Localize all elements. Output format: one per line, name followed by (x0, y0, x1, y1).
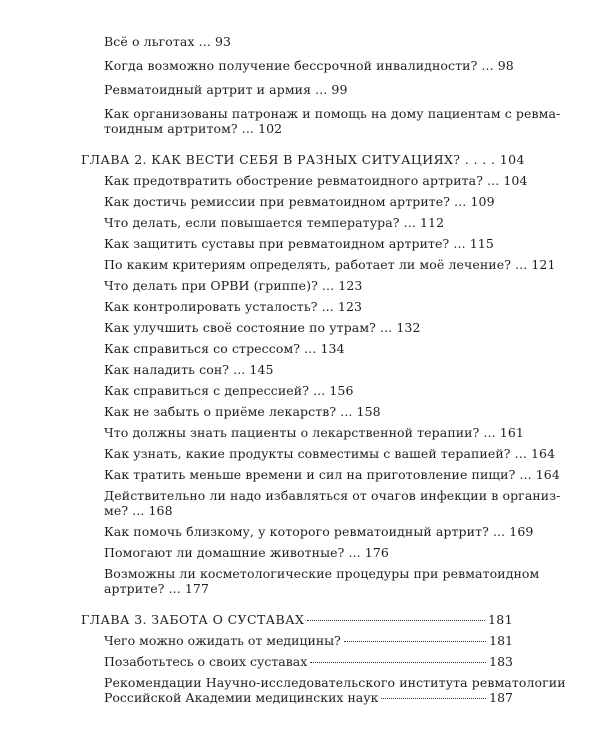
toc-entry-text: Чего можно ожидать от медицины? (104, 633, 341, 648)
dot-leader (310, 662, 486, 663)
toc-entry: Как защитить суставы при ревматоидном артрите? ... 115 (104, 236, 494, 251)
toc-entry-page: 187 (489, 690, 513, 705)
toc-entry: Как справиться со стрессом? ... 134 (104, 341, 345, 356)
chapter-3-page: 181 (487, 612, 513, 627)
toc-entry: Что делать при ОРВИ (гриппе)? ... 123 (104, 278, 363, 293)
toc-entry: По каким критериям определять, работает ли моё лечение? ... 121 (104, 257, 556, 272)
toc-entry (104, 633, 513, 649)
toc-entry-text: Позаботьтесь о своих суставах (104, 654, 308, 669)
toc-entry: Действительно ли надо избавляться от очагов инфекции в организ- (104, 488, 561, 503)
toc-entry: Как помочь близкому, у которого ревматоидный артрит? ... 169 (104, 524, 534, 539)
toc-entry: Помогают ли домашние животные? ... 176 (104, 545, 389, 560)
toc-entry (104, 654, 513, 670)
toc-entry: Как улучшить своё состояние по утрам? ... 132 (104, 320, 421, 335)
chapter-2-heading: ГЛАВА 2. КАК ВЕСТИ СЕБЯ В РАЗНЫХ СИТУАЦИЯХ? . . . . 104 (81, 152, 525, 167)
toc-entry-page: 181 (489, 633, 513, 648)
dot-leader (307, 620, 485, 621)
toc-entry: Возможны ли косметологические процедуры при ревматоидном (104, 566, 540, 581)
dot-leader (381, 698, 486, 699)
toc-entry: Ревматоидный артрит и армия ... 99 (104, 82, 348, 97)
toc-entry: Как контролировать усталость? ... 123 (104, 299, 363, 314)
toc-entry: Как тратить меньше времени и сил на приготовление пищи? ... 164 (104, 467, 560, 482)
toc-entry-continuation: тоидным артритом? ... 102 (104, 121, 283, 136)
toc-entry-continuation: артрите? ... 177 (104, 581, 210, 596)
toc-entry-page: 183 (489, 654, 513, 669)
toc-entry: Как предотвратить обострение ревматоидного артрита? ... 104 (104, 173, 528, 188)
chapter-3-title: ГЛАВА 3. ЗАБОТА О СУСТАВАХ (81, 612, 305, 627)
toc-entry: Как не забыть о приёме лекарств? ... 158 (104, 404, 381, 419)
toc-entry: Рекомендации Научно-исследовательского института ревматологии (104, 675, 566, 690)
toc-entry-continuation: ме? ... 168 (104, 503, 173, 518)
toc-entry: Как достичь ремиссии при ревматоидном артрите? ... 109 (104, 194, 495, 209)
toc-entry: Что должны знать пациенты о лекарственной терапии? ... 161 (104, 425, 524, 440)
toc-entry-continuation (104, 690, 513, 706)
toc-entry: Когда возможно получение бессрочной инвалидности? ... 98 (104, 58, 514, 73)
dot-leader (344, 641, 486, 642)
toc-entry: Как наладить сон? ... 145 (104, 362, 274, 377)
toc-entry-text: Российской Академии медицинских наук (104, 690, 379, 705)
toc-entry: Как узнать, какие продукты совместимы с вашей терапией? ... 164 (104, 446, 556, 461)
chapter-3-heading (81, 612, 513, 628)
toc-entry: Как организованы патронаж и помощь на дому пациентам с ревма- (104, 106, 561, 121)
toc-entry: Что делать, если повышается температура? ... 112 (104, 215, 445, 230)
toc-entry: Как справиться с депрессией? ... 156 (104, 383, 354, 398)
toc-entry: Всё о льготах ... 93 (104, 34, 232, 49)
